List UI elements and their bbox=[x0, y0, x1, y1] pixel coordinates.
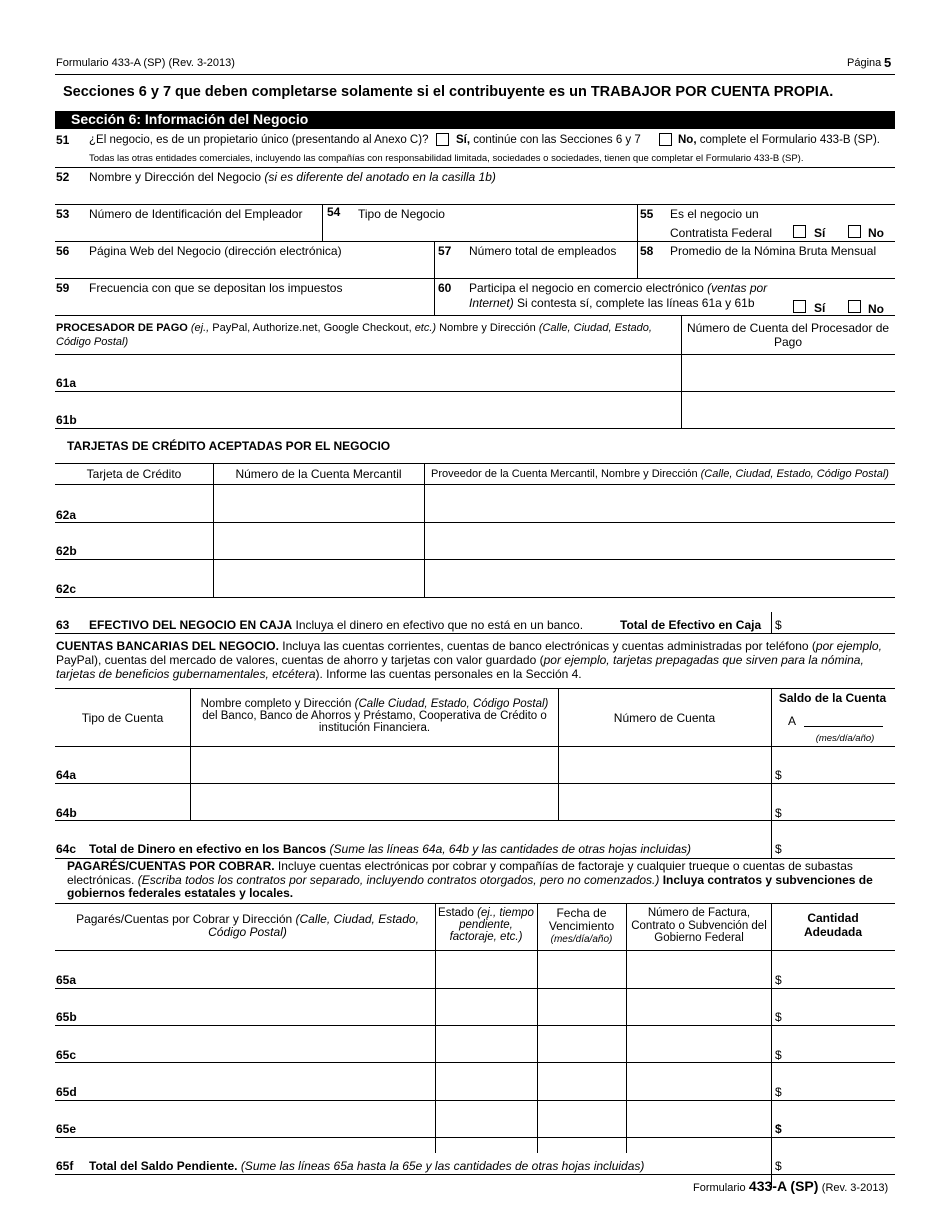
line-63-num: 63 bbox=[56, 618, 70, 632]
line-65f-label: Total del Saldo Pendiente. (Sume las líneas 65a hasta la 65e y las cantidades de otras hojas incluidas) bbox=[89, 1159, 645, 1173]
line-65d-num: 65d bbox=[56, 1085, 77, 1099]
line-64c-label: Total de Dinero en efectivo en los Bancos (Sume las líneas 64a, 64b y las cantidades de otras hojas incluidas) bbox=[89, 842, 692, 856]
page-title: Secciones 6 y 7 que deben completarse solamente si el contribuyente es un TRABAJOR POR CUENTA PROPIA. bbox=[63, 84, 834, 100]
line-64a-dollar: $ bbox=[775, 768, 782, 782]
line-57-num: 57 bbox=[438, 244, 452, 258]
line-62c-num: 62c bbox=[56, 582, 77, 596]
line-58-label: Promedio de la Nómina Bruta Mensual bbox=[670, 244, 877, 258]
line-65e-num: 65e bbox=[56, 1122, 77, 1136]
notes-col-address: Pagarés/Cuentas por Cobrar y Dirección (Calle, Ciudad, Estado, Código Postal) bbox=[76, 912, 419, 939]
line-56-label: Página Web del Negocio (dirección electrónica) bbox=[89, 244, 342, 258]
line-55-yes-checkbox[interactable] bbox=[793, 225, 806, 238]
section6-title: Sección 6: Información del Negocio bbox=[71, 111, 309, 127]
line-53-num: 53 bbox=[56, 207, 70, 221]
line-51-question: ¿El negocio, es de un propietario único (presentando al Anexo C)? bbox=[89, 134, 429, 146]
bank-intro: CUENTAS BANCARIAS DEL NEGOCIO. Incluya las cuentas corrientes, cuentas de banco electrónicas y cuentas administradas por teléfono (por ejemplo, PayPal), cuentas del mercado de valores, cuentas de ahorro y tarjetas con valor guardado (por ejemplo, tarjetas prepagadas que sirven para la nómina, tarjetas de beneficios gubernamentales, etcétera). Informe las cuentas personales en la Sección 4. bbox=[56, 639, 882, 681]
footer-form-id: Formulario 433-A (SP) (Rev. 3-2013) bbox=[693, 1178, 889, 1194]
cards-col-card: Tarjeta de Crédito bbox=[86, 467, 182, 481]
cards-col-merchant: Número de la Cuenta Mercantil bbox=[235, 467, 402, 481]
line-51-num: 51 bbox=[56, 133, 70, 147]
cards-title: TARJETAS DE CRÉDITO ACEPTADAS POR EL NEGOCIO bbox=[67, 439, 391, 453]
line-60-label-a: Participa el negocio en comercio electrónico (ventas por bbox=[469, 281, 768, 295]
line-61a-num: 61a bbox=[56, 376, 77, 390]
processor-header: PROCESADOR DE PAGO (ej., PayPal, Authorize.net, Google Checkout, etc.) Nombre y Dirección (Calle, Ciudad, Estado, Código Postal) bbox=[56, 322, 652, 348]
line-59-label: Frecuencia con que se depositan los impuestos bbox=[89, 281, 343, 295]
line-55-no-checkbox[interactable] bbox=[848, 225, 861, 238]
line-55-yes: Sí bbox=[814, 226, 826, 240]
line-65c-dollar: $ bbox=[775, 1048, 782, 1062]
section6-bar bbox=[55, 111, 895, 129]
line-65b-dollar: $ bbox=[775, 1010, 782, 1024]
line-65a-dollar: $ bbox=[775, 973, 782, 987]
line-55-no: No bbox=[868, 226, 884, 240]
line-56-num: 56 bbox=[56, 244, 70, 258]
line-59-num: 59 bbox=[56, 281, 70, 295]
notes-col-amount: Cantidad Adeudada bbox=[803, 911, 862, 939]
line-51-yes: Sí, continúe con las Secciones 6 y 7 bbox=[456, 134, 641, 146]
line-64b-dollar: $ bbox=[775, 806, 782, 820]
line-55-num: 55 bbox=[640, 207, 654, 221]
notes-col-due-date: Fecha de Vencimiento (mes/día/año) bbox=[548, 906, 615, 945]
line-65a-num: 65a bbox=[56, 973, 77, 987]
notes-intro: PAGARÉS/CUENTAS POR COBRAR. Incluye cuentas electrónicas por cobrar y compañías de factoraje y cualquier trueque o cuentas de subastas electrónicas. (Escriba todos los contratos por separado, incluyendo contratos otorgados, pero no comenzados.) Incluya contratos y subvenciones de gobiernos federales estatales y locales. bbox=[67, 859, 873, 900]
line-55-label1: Es el negocio un bbox=[670, 207, 759, 221]
form-id-header: Formulario 433-A (SP) (Rev. 3-2013) bbox=[56, 57, 235, 69]
line-53-label: Número de Identificación del Empleador bbox=[89, 207, 303, 221]
line-65c-num: 65c bbox=[56, 1048, 77, 1062]
line-60-yes: Sí bbox=[814, 301, 826, 315]
line-52-label: Nombre y Dirección del Negocio (si es diferente del anotado en la casilla 1b) bbox=[89, 170, 496, 184]
line-60-no-checkbox[interactable] bbox=[848, 300, 861, 313]
page-number: 5 bbox=[884, 55, 892, 70]
line-64c-num: 64c bbox=[56, 842, 77, 856]
bank-col-balance-a: A bbox=[788, 714, 797, 728]
page-label: Página bbox=[847, 57, 882, 69]
bank-col-account: Número de Cuenta bbox=[613, 711, 716, 725]
line-64a-num: 64a bbox=[56, 768, 77, 782]
line-51-yes-checkbox[interactable] bbox=[436, 133, 449, 146]
bank-col-name: Nombre completo y Dirección (Calle Ciudad, Estado, Código Postal) del Banco, Banco de Ahorros y Préstamo, Cooperativa de Crédito o institución Financiera. bbox=[200, 698, 549, 734]
line-65d-dollar: $ bbox=[775, 1085, 782, 1099]
line-54-label: Tipo de Negocio bbox=[358, 207, 445, 221]
line-64b-num: 64b bbox=[56, 806, 77, 820]
line-60-no: No bbox=[868, 302, 884, 316]
line-62b-num: 62b bbox=[56, 544, 77, 558]
line-63-dollar: $ bbox=[775, 618, 782, 632]
line-52-num: 52 bbox=[56, 170, 70, 184]
line-57-label: Número total de empleados bbox=[469, 244, 617, 258]
line-60-yes-checkbox[interactable] bbox=[793, 300, 806, 313]
bank-col-balance: Saldo de la Cuenta bbox=[778, 691, 887, 705]
line-55-label2: Contratista Federal bbox=[670, 226, 773, 240]
bank-col-type: Tipo de Cuenta bbox=[81, 711, 164, 725]
line-65b-num: 65b bbox=[56, 1010, 77, 1024]
line-51-note: Todas las otras entidades comerciales, incluyendo las compañías con responsabilidad limitada, sociedades o sociedades, tienen que completar el Formulario 433-B (SP). bbox=[89, 153, 804, 164]
line-65f-num: 65f bbox=[56, 1159, 74, 1173]
line-62a-num: 62a bbox=[56, 508, 77, 522]
line-63-total-label: Total de Efectivo en Caja bbox=[620, 618, 762, 632]
cards-col-provider: Proveedor de la Cuenta Mercantil, Nombre y Dirección (Calle, Ciudad, Estado, Código Postal) bbox=[431, 468, 889, 480]
line-61b-num: 61b bbox=[56, 413, 77, 427]
line-60-num: 60 bbox=[438, 281, 452, 295]
line-58-num: 58 bbox=[640, 244, 654, 258]
line-63-label: EFECTIVO DEL NEGOCIO EN CAJA Incluya el dinero en efectivo que no está en un banco. bbox=[89, 618, 584, 632]
line-54-num: 54 bbox=[327, 205, 341, 219]
line-64c-dollar: $ bbox=[775, 842, 782, 856]
line-65e-dollar: $ bbox=[775, 1122, 782, 1136]
notes-col-invoice: Número de Factura, Contrato o Subvención del Gobierno Federal bbox=[631, 907, 767, 944]
line-51-no: No, complete el Formulario 433-B (SP). bbox=[678, 134, 880, 146]
line-65f-dollar: $ bbox=[775, 1159, 782, 1173]
processor-account-header: Número de Cuenta del Procesador de Pago bbox=[686, 321, 890, 349]
line-60-label-b: Internet) Si contesta sí, complete las líneas 61a y 61b bbox=[469, 296, 755, 310]
line-51-no-checkbox[interactable] bbox=[659, 133, 672, 146]
bank-col-balance-date: (mes/día/año) bbox=[815, 733, 875, 744]
notes-col-status: Estado (ej., tiempo pendiente, factoraje, etc.) bbox=[438, 907, 534, 943]
